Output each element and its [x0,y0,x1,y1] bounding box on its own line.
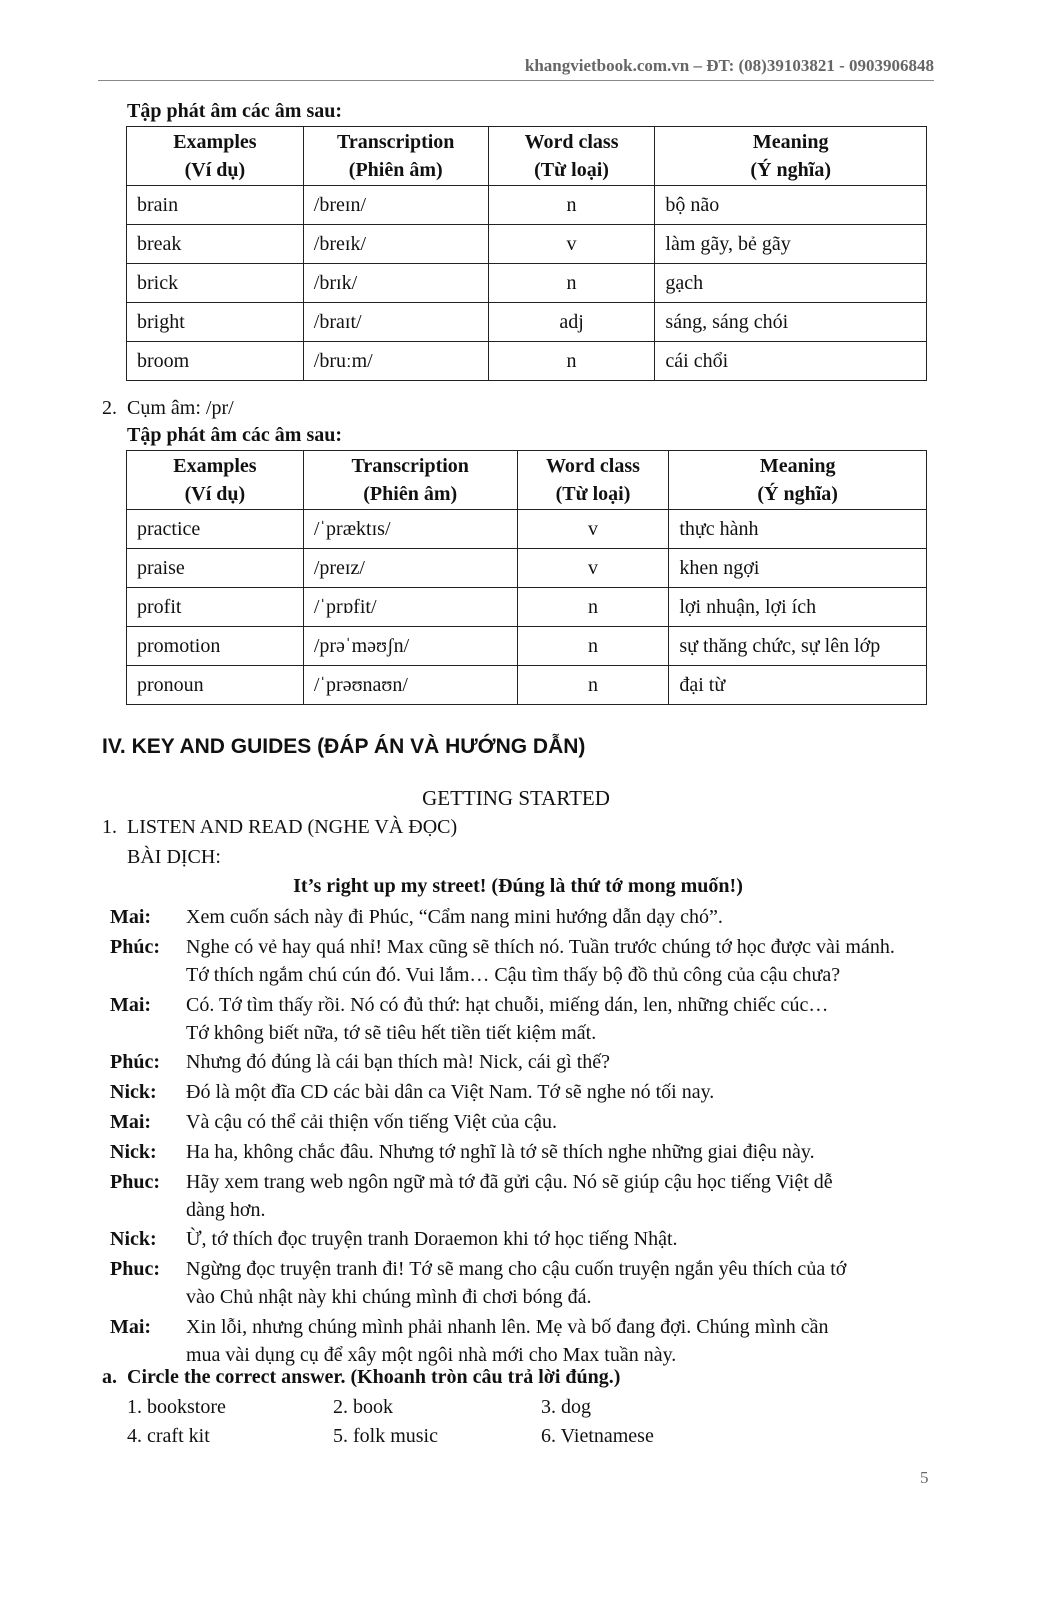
col-header-word-class: Word class (Từ loại) [517,451,669,510]
table-row [127,225,927,264]
dialogue-text: Có. Tớ tìm thấy rồi. Nó có đủ thứ: hạt chuỗi, miếng dán, len, những chiếc cúc… [186,993,829,1016]
cell-transcription: /breɪn/ [303,186,488,225]
table-header-row [127,127,927,186]
dialogue-line [110,991,920,1047]
speaker-name: Phúc: [110,1051,160,1074]
page-number: 5 [920,1468,929,1487]
cell-example: profit [127,588,304,627]
dialogue-text: Nghe có vẻ hay quá nhỉ! Max cũng sẽ thích nó. Tuần trước chúng tớ học được vài mánh. [186,935,895,958]
exercise-a-label: a. [102,1366,117,1388]
pronunciation-table-br [126,126,927,381]
header-divider [98,80,934,81]
header-phone: ĐT: (08)39103821 - 0903906848 [706,56,934,75]
cell-example: brick [127,264,304,303]
table-row [127,666,927,705]
col-header-examples: Examples (Ví dụ) [127,127,304,186]
dialogue-text: Nhưng đó đúng là cái bạn thích mà! Nick, cái gì thế? [186,1051,611,1074]
speaker-name: Mai: [110,1316,152,1338]
dialogue-text: Ừ, tớ thích đọc truyện tranh Doraemon khi tớ học tiếng Nhật. [186,1228,678,1251]
cell-meaning: lợi nhuận, lợi ích [669,588,927,627]
cell-transcription: /ˈprəʊnaʊn/ [303,666,517,705]
cell-transcription: /ˈpræktɪs/ [303,510,517,549]
dialogue-text: Ha ha, không chắc đâu. Nhưng tớ nghĩ là tớ sẽ thích nghe những giai điệu này. [186,1140,815,1163]
pronunciation-table-pr [126,450,927,705]
translation-label: BÀI DỊCH: [127,846,221,868]
cell-word-class: v [488,225,655,264]
cell-transcription: /ˈprɒfit/ [303,588,517,627]
dialogue-text: Tớ thích ngắm chú cún đó. Vui lắm… Cậu tìm thấy bộ đồ thủ công của cậu chưa? [186,963,841,986]
answer-item: 6. Vietnamese [541,1425,654,1447]
cell-word-class: n [488,342,655,381]
dialogue-line [110,1255,920,1311]
answer-item: 1. bookstore [127,1396,226,1418]
speaker-name: Mai: [110,906,152,928]
cell-word-class: v [517,549,669,588]
cell-example: break [127,225,304,264]
cell-transcription: /prəˈməʊʃn/ [303,627,517,666]
cell-example: brain [127,186,304,225]
cell-meaning: sự thăng chức, sự lên lớp [669,627,927,666]
dialogue-text: Xem cuốn sách này đi Phúc, “Cẩm nang mini hướng dẫn dạy chó”. [186,906,723,928]
col-header-meaning: Meaning (Ý nghĩa) [655,127,927,186]
practice-label-2: Tập phát âm các âm sau: [127,424,343,446]
col-header-transcription: Transcription (Phiên âm) [303,127,488,186]
cell-example: bright [127,303,304,342]
exercise-a-instruction: Circle the correct answer. (Khoanh tròn câu trả lời đúng.) [127,1366,621,1388]
dialogue-line [110,1108,920,1136]
cell-meaning: gạch [655,264,927,303]
speaker-name: Mai: [110,1111,152,1133]
getting-started-heading: GETTING STARTED [422,786,610,810]
speaker-name: Phúc: [110,935,160,958]
table-row [127,264,927,303]
table-row [127,342,927,381]
dialogue-text: Hãy xem trang web ngôn ngữ mà tớ đã gửi cậu. Nó sẽ giúp cậu học tiếng Việt dễ [186,1170,833,1193]
cell-meaning: khen ngợi [669,549,927,588]
cell-meaning: đại từ [669,666,927,705]
cell-meaning: thực hành [669,510,927,549]
answer-item: 2. book [333,1396,393,1418]
speaker-name: Phuc: [110,1170,160,1193]
dialogue-line [110,1138,920,1166]
table-row [127,303,927,342]
dialogue-text: vào Chủ nhật này khi chúng mình đi chơi bóng đá. [186,1286,592,1309]
cluster-2-number: 2. [102,397,117,419]
answer-item: 3. dog [541,1396,591,1418]
page-header [98,56,934,76]
header-separator: – [689,56,707,75]
dialogue-text: mua vài dụng cụ để xây một ngôi nhà mới cho Max tuần này. [186,1344,677,1366]
cell-transcription: /preɪz/ [303,549,517,588]
listen-number: 1. [102,816,117,838]
dialogue-text: Và cậu có thể cải thiện vốn tiếng Việt của cậu. [186,1111,558,1133]
dialogue-text: Xin lỗi, nhưng chúng mình phải nhanh lên. Mẹ và bố đang đợi. Chúng mình cần [186,1316,829,1338]
cell-word-class: adj [488,303,655,342]
cluster-2-heading: Cụm âm: /pr/ [127,397,234,419]
cell-word-class: n [488,264,655,303]
cell-word-class: n [517,627,669,666]
answer-item: 5. folk music [333,1425,438,1447]
cell-transcription: /braɪt/ [303,303,488,342]
cell-transcription: /brɪk/ [303,264,488,303]
cell-example: broom [127,342,304,381]
dialogue-line [110,903,920,931]
speaker-name: Mai: [110,993,152,1016]
table-row [127,588,927,627]
table-row [127,627,927,666]
dialogue-line [110,933,920,989]
table-header-row [127,451,927,510]
cell-meaning: bộ não [655,186,927,225]
dialogue-line [110,1078,920,1106]
dialogue-text: Tớ không biết nữa, tớ sẽ tiêu hết tiền tiết kiệm mất. [186,1021,597,1044]
answer-item: 4. craft kit [127,1425,210,1447]
listen-heading: LISTEN AND READ (NGHE VÀ ĐỌC) [127,816,458,838]
speaker-name: Phuc: [110,1258,160,1281]
cell-word-class: n [488,186,655,225]
practice-label-1: Tập phát âm các âm sau: [127,100,343,122]
dialogue-text: Đó là một đĩa CD các bài dân ca Việt Nam. Tớ sẽ nghe nó tối nay. [186,1081,715,1104]
header-site: khangvietbook.com.vn [524,56,690,75]
dialogue-line [110,1313,920,1369]
dialogue-line [110,1048,920,1076]
dialogue-line [110,1225,920,1253]
dialogue-text: Ngừng đọc truyện tranh đi! Tớ sẽ mang cho cậu cuốn truyện ngắn yêu thích của tớ [186,1258,847,1281]
dialogue-line [110,1168,920,1224]
col-header-examples: Examples (Ví dụ) [127,451,304,510]
cell-word-class: n [517,588,669,627]
dialogue-title: It’s right up my street! (Đúng là thứ tớ mong muốn!) [293,875,743,897]
cell-meaning: sáng, sáng chói [655,303,927,342]
speaker-name: Nick: [110,1140,157,1163]
speaker-name: Nick: [110,1081,157,1104]
cell-example: promotion [127,627,304,666]
cell-example: practice [127,510,304,549]
table-row [127,549,927,588]
cell-example: praise [127,549,304,588]
cell-word-class: n [517,666,669,705]
cell-transcription: /bruːm/ [303,342,488,381]
table-row [127,510,927,549]
col-header-meaning: Meaning (Ý nghĩa) [669,451,927,510]
speaker-name: Nick: [110,1228,157,1251]
cell-example: pronoun [127,666,304,705]
cell-transcription: /breɪk/ [303,225,488,264]
cell-meaning: làm gãy, bẻ gãy [655,225,927,264]
dialogue-text: dàng hơn. [186,1198,266,1221]
section-title-key-guides: IV. KEY AND GUIDES (ĐÁP ÁN VÀ HƯỚNG DẪN) [102,735,586,758]
cell-word-class: v [517,510,669,549]
col-header-word-class: Word class (Từ loại) [488,127,655,186]
col-header-transcription: Transcription (Phiên âm) [303,451,517,510]
cell-meaning: cái chổi [655,342,927,381]
table-row [127,186,927,225]
